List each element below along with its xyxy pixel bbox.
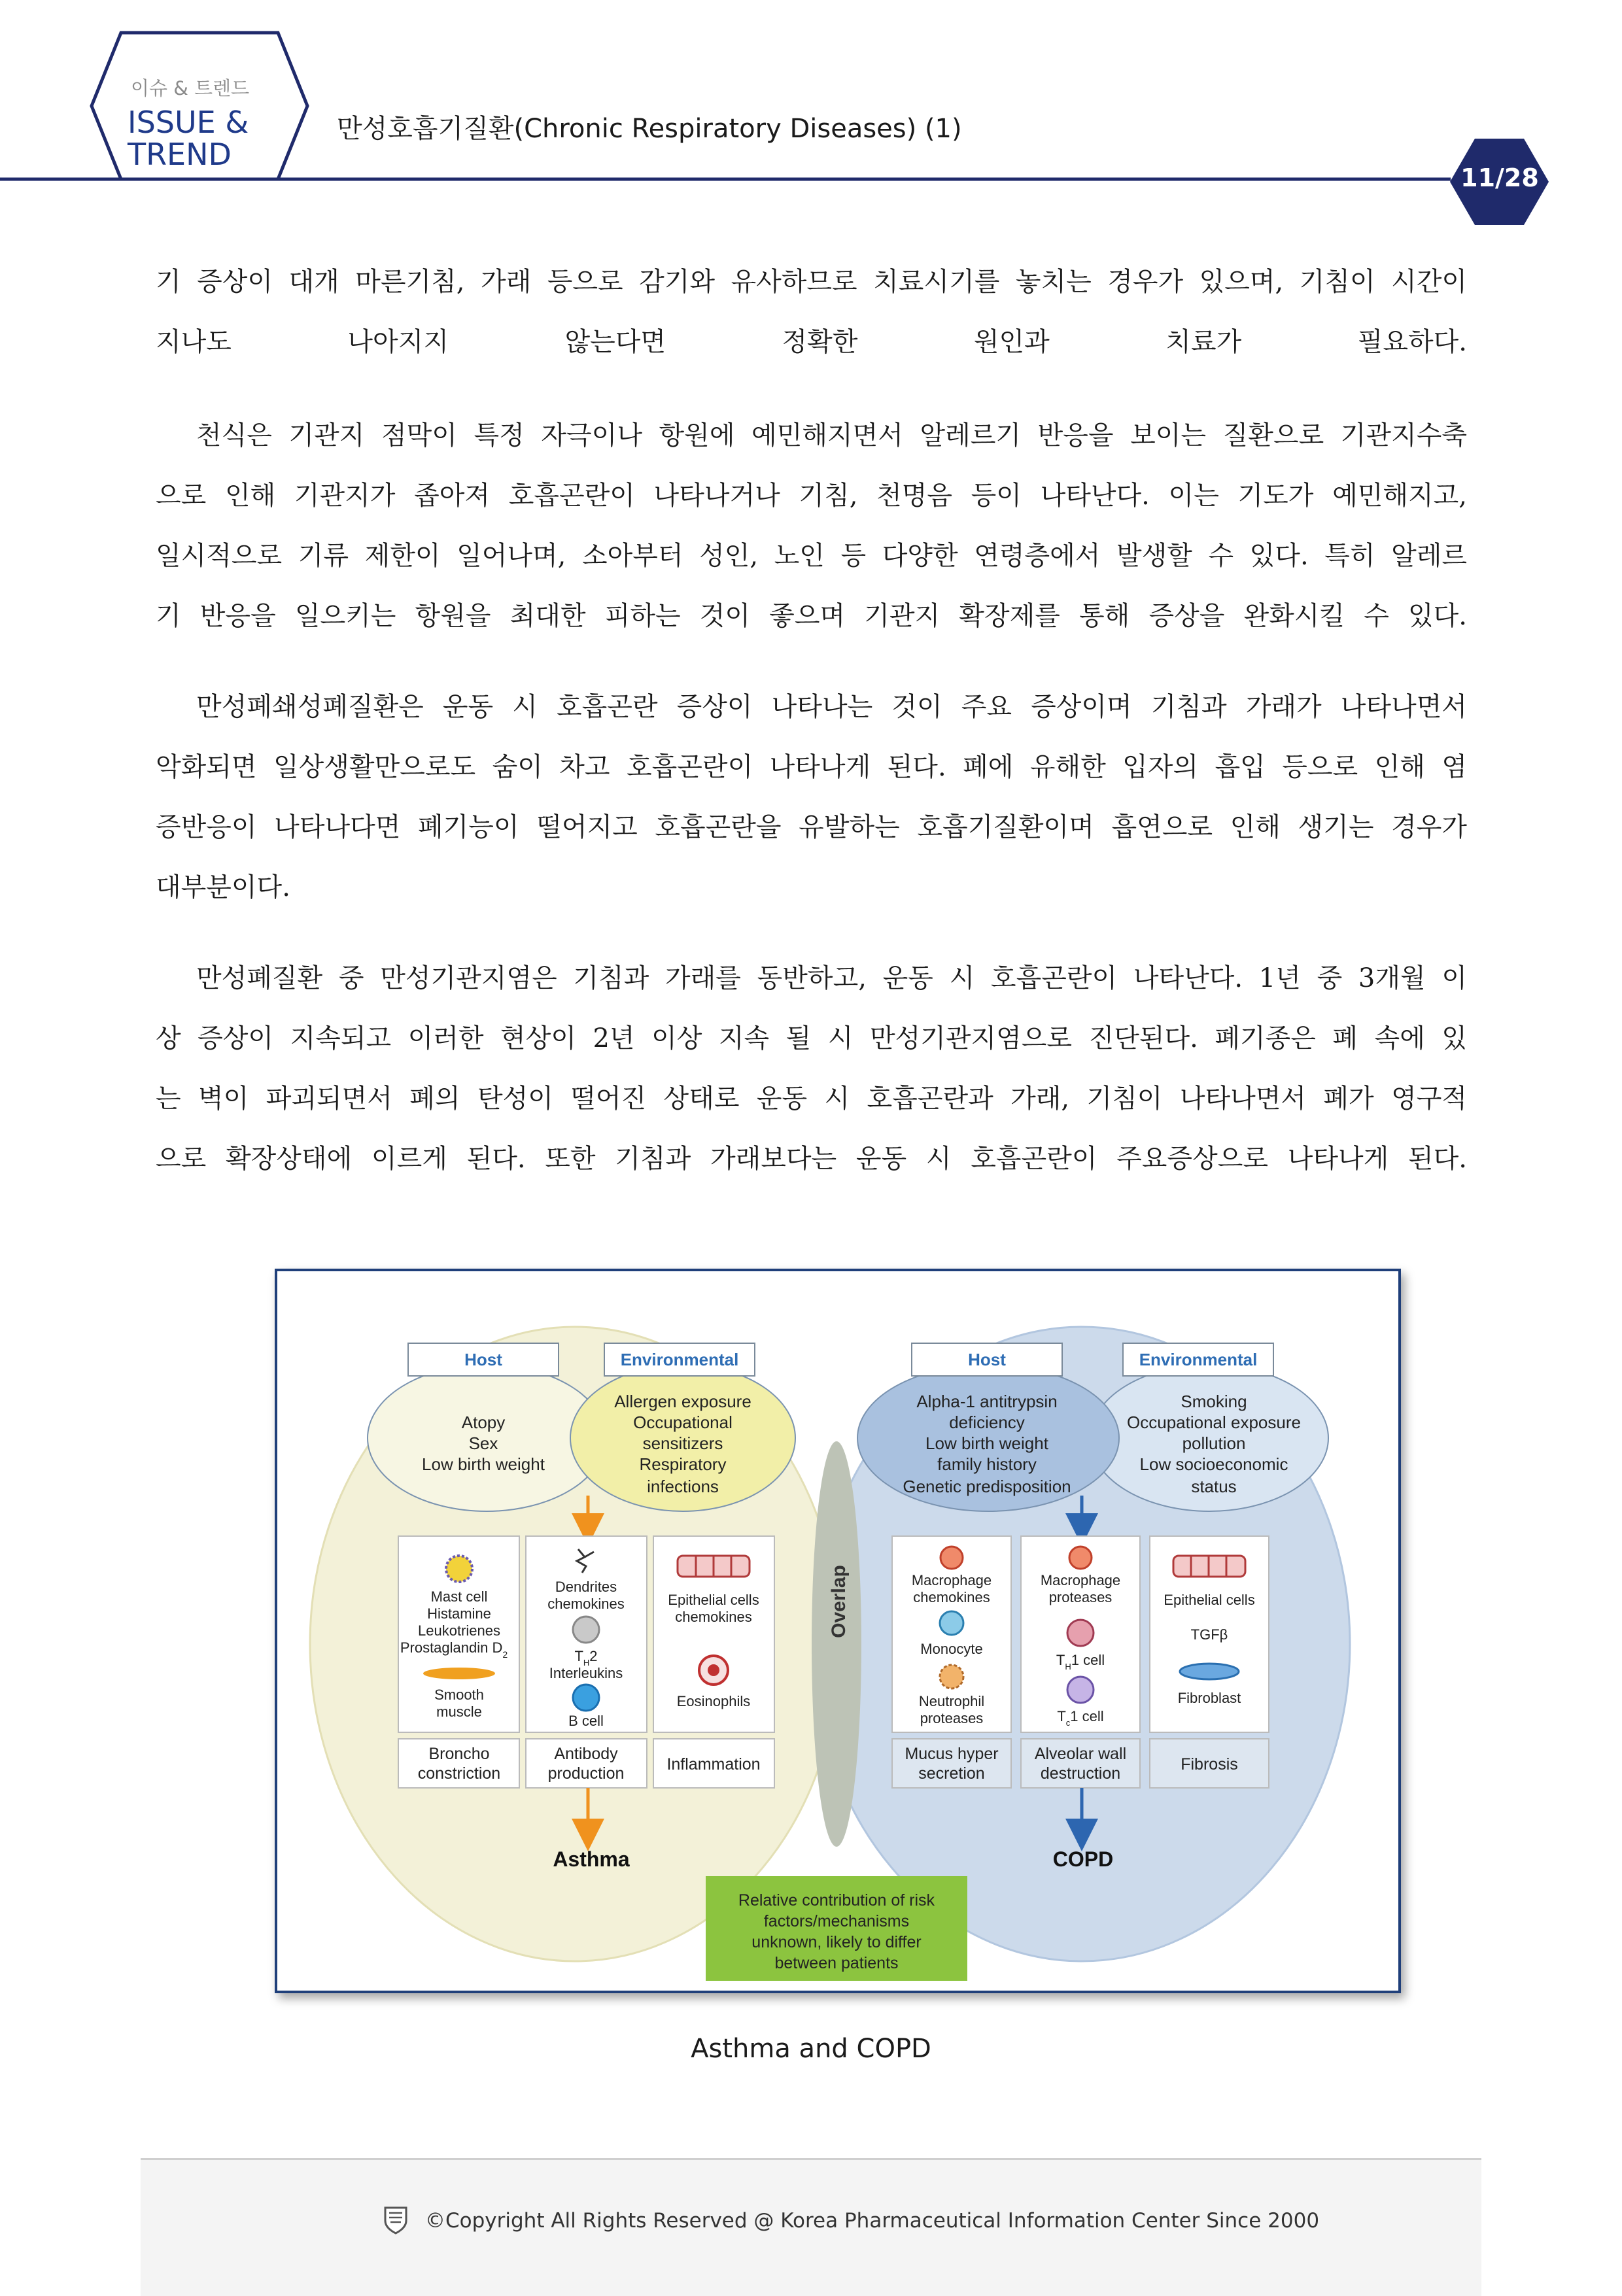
macrophage-icon: [1069, 1547, 1092, 1569]
asthma-col2-item: chemokines: [547, 1596, 625, 1612]
copd-host-item: Low birth weight: [925, 1433, 1048, 1453]
paragraph-4: [156, 948, 1467, 1189]
tc1-cell-icon: [1067, 1677, 1094, 1703]
asthma-env-item: sensitizers: [642, 1433, 723, 1453]
copd-col1-item: Neutrophil: [918, 1693, 985, 1709]
copd-host-item: family history: [937, 1454, 1037, 1474]
asthma-col3-item: chemokines: [675, 1609, 752, 1625]
overlap-label: Overlap: [828, 1565, 850, 1638]
asthma-outcome-text: Antibody: [554, 1745, 618, 1763]
note-line: unknown, likely to differ: [751, 1933, 922, 1951]
copd-env-label: Environmental: [1139, 1350, 1258, 1369]
copd-env-item: Low socioeconomic: [1139, 1454, 1288, 1474]
tc1-t: T: [1057, 1708, 1066, 1724]
paragraph-line: 증반응이 나타나다면 폐기능이 떨어지고 호흡곤란을 유발하는 호흡기질환이며 흡연으로 인해 생기는 경우가: [156, 812, 1467, 842]
paragraph-line: 지나도 나아지지 않는다면 정확한 원인과 치료가 필요하다.: [156, 327, 1467, 357]
tc1-sub: c: [1065, 1718, 1071, 1728]
logo-korean-text: 이슈 & 트렌드: [131, 77, 250, 99]
prostaglandin-text: Prostaglandin D: [400, 1639, 503, 1656]
copd-host-item: deficiency: [949, 1413, 1025, 1432]
copd-col2-item: Macrophage: [1040, 1572, 1121, 1588]
th1-rest: 1 cell: [1071, 1652, 1105, 1668]
page-title: 만성호흡기질환(Chronic Respiratory Diseases) (1): [337, 114, 962, 144]
paragraph-line: 일시적으로 기류 제한이 일어나며, 소아부터 성인, 노인 등 다양한 연령층에서 발생할 수 있다. 특히 알레르: [156, 541, 1467, 571]
asthma-col2-item: Interleukins: [549, 1665, 623, 1681]
copd-env-item: Smoking: [1181, 1392, 1247, 1411]
asthma-label: Asthma: [553, 1847, 630, 1871]
asthma-col3-item: Epithelial cells: [668, 1592, 759, 1608]
th1-cell-icon: [1067, 1620, 1094, 1646]
logo-issue-text: ISSUE &: [128, 105, 249, 140]
copd-col3-item: TGFβ: [1190, 1626, 1228, 1643]
asthma-col1-item: muscle: [436, 1704, 482, 1720]
monocyte-icon: [940, 1611, 963, 1635]
paragraph-line: 천식은 기관지 점막이 특정 자극이나 항원에 예민해지면서 알레르기 반응을 보이는 질환으로 기관지수축: [196, 420, 1467, 451]
copd-col2-item: proteases: [1048, 1589, 1113, 1605]
asthma-col2-item: B cell: [568, 1713, 604, 1729]
shield-icon: [383, 2205, 409, 2235]
copd-col1-item: Macrophage: [911, 1572, 992, 1588]
paragraph-line: 만성폐쇄성폐질환은 운동 시 호흡곤란 증상이 나타나는 것이 주요 증상이며 기침과 가래가 나타나면서: [196, 692, 1467, 722]
asthma-host-item: Sex: [468, 1433, 498, 1453]
copd-host-item: Alpha-1 antitrypsin: [916, 1392, 1058, 1411]
asthma-env-item: Occupational: [633, 1413, 733, 1432]
copd-outcome-text: Alveolar wall: [1034, 1745, 1127, 1763]
copd-host-label: Host: [968, 1350, 1006, 1369]
copd-env-item: Occupational exposure: [1127, 1413, 1301, 1432]
copd-host-item: Genetic predisposition: [903, 1477, 1071, 1496]
asthma-col1-item: Mast cell: [430, 1588, 488, 1605]
paragraph-2: [156, 405, 1467, 646]
asthma-host-item: Atopy: [461, 1413, 506, 1432]
copd-outcome-text: Fibrosis: [1181, 1755, 1238, 1773]
th2-t: T: [574, 1648, 583, 1664]
copd-col3-item: Epithelial cells: [1164, 1592, 1255, 1608]
b-cell-icon: [573, 1685, 599, 1711]
copd-col1-item: proteases: [920, 1710, 984, 1726]
asthma-col2-item: Dendrites: [555, 1579, 617, 1595]
asthma-host-label: Host: [464, 1350, 502, 1369]
asthma-env-item: Respiratory: [639, 1454, 727, 1474]
asthma-host-item: Low birth weight: [422, 1454, 545, 1474]
logo-trend-text: TREND: [128, 137, 232, 172]
paragraph-1: [156, 252, 1467, 372]
page-number: 11/28: [1460, 163, 1539, 192]
copd-outcome-text: secretion: [918, 1764, 985, 1783]
paragraph-line: 상 증상이 지속되고 이러한 현상이 2년 이상 지속 될 시 만성기관지염으로 진단된다. 폐기종은 폐 속에 있: [156, 1023, 1467, 1054]
note-line: between patients: [774, 1954, 899, 1972]
asthma-outcome-text: constriction: [417, 1764, 501, 1783]
paragraph-line: 는 벽이 파괴되면서 폐의 탄성이 떨어진 상태로 운동 시 호흡곤란과 가래, 기침이 나타나면서 폐가 영구적: [156, 1084, 1467, 1114]
asthma-outcome-text: Broncho: [428, 1745, 490, 1763]
figure-caption: Asthma and COPD: [691, 2034, 931, 2064]
smooth-muscle-icon: [423, 1668, 495, 1679]
copd-label: COPD: [1052, 1847, 1114, 1871]
asthma-col1-item: Leukotrienes: [418, 1622, 500, 1639]
tc1-rest: 1 cell: [1070, 1708, 1104, 1724]
asthma-col1-item: Smooth: [434, 1687, 484, 1703]
asthma-copd-figure: [275, 1269, 1401, 1993]
copd-outcome-text: destruction: [1040, 1764, 1121, 1783]
paragraph-3: [156, 677, 1467, 917]
paragraph-line: 만성폐질환 중 만성기관지염은 기침과 가래를 동반하고, 운동 시 호흡곤란이 나타난다. 1년 중 3개월 이: [196, 963, 1467, 993]
copd-env-item: pollution: [1182, 1433, 1246, 1453]
asthma-env-label: Environmental: [620, 1350, 739, 1369]
footer-copyright: ©Copyright All Rights Reserved @ Korea Pharmaceutical Information Center Since 2000: [425, 2209, 1320, 2233]
paragraph-line: 으로 확장상태에 이르게 된다. 또한 기침과 가래보다는 운동 시 호흡곤란이 주요증상으로 나타나게 된다.: [156, 1144, 1467, 1174]
copd-col3-item: Fibroblast: [1177, 1690, 1241, 1706]
macrophage-icon: [940, 1547, 963, 1569]
asthma-env-item: infections: [647, 1477, 719, 1496]
copd-outcome-text: Mucus hyper: [905, 1745, 999, 1763]
copd-col1-item: chemokines: [913, 1589, 990, 1605]
prostaglandin-sub: 2: [502, 1649, 508, 1660]
copd-env-item: status: [1191, 1477, 1237, 1496]
fibroblast-icon: [1180, 1664, 1239, 1679]
asthma-outcome-text: production: [547, 1764, 625, 1783]
th1-t: T: [1056, 1652, 1065, 1668]
asthma-col3-item: Eosinophils: [676, 1693, 751, 1709]
th2-num: 2: [589, 1648, 598, 1664]
th2-cell-icon: [573, 1617, 599, 1643]
note-line: factors/mechanisms: [763, 1912, 910, 1930]
asthma-outcome-text: Inflammation: [666, 1755, 761, 1773]
eosinophil-nucleus: [708, 1664, 719, 1676]
neutrophil-icon: [940, 1665, 963, 1688]
asthma-env-item: Allergen exposure: [614, 1392, 751, 1411]
paragraph-line: 기 반응을 일으키는 항원을 최대한 피하는 것이 좋으며 기관지 확장제를 통해 증상을 완화시킬 수 있다.: [156, 601, 1467, 631]
th2-sub: H: [583, 1658, 590, 1668]
asthma-col1-item: Histamine: [427, 1605, 491, 1622]
mast-cell-icon: [446, 1556, 472, 1582]
copd-col1-item: Monocyte: [920, 1641, 983, 1657]
figure-diagram: [277, 1271, 1398, 1991]
note-line: Relative contribution of risk: [738, 1891, 935, 1910]
paragraph-line: 대부분이다.: [156, 872, 290, 902]
th1-sub: H: [1065, 1662, 1071, 1671]
paragraph-line: 으로 인해 기관지가 좁아져 호흡곤란이 나타나거나 기침, 천명음 등이 나타난다. 이는 기도가 예민해지고,: [156, 481, 1467, 511]
paragraph-line: 기 증상이 대개 마른기침, 가래 등으로 감기와 유사하므로 치료시기를 놓치는 경우가 있으며, 기침이 시간이: [156, 267, 1467, 297]
overlap-lens: [812, 1441, 861, 1847]
paragraph-line: 악화되면 일상생활만으로도 숨이 차고 호흡곤란이 나타나게 된다. 폐에 유해한 입자의 흡입 등으로 인해 염: [156, 752, 1467, 782]
